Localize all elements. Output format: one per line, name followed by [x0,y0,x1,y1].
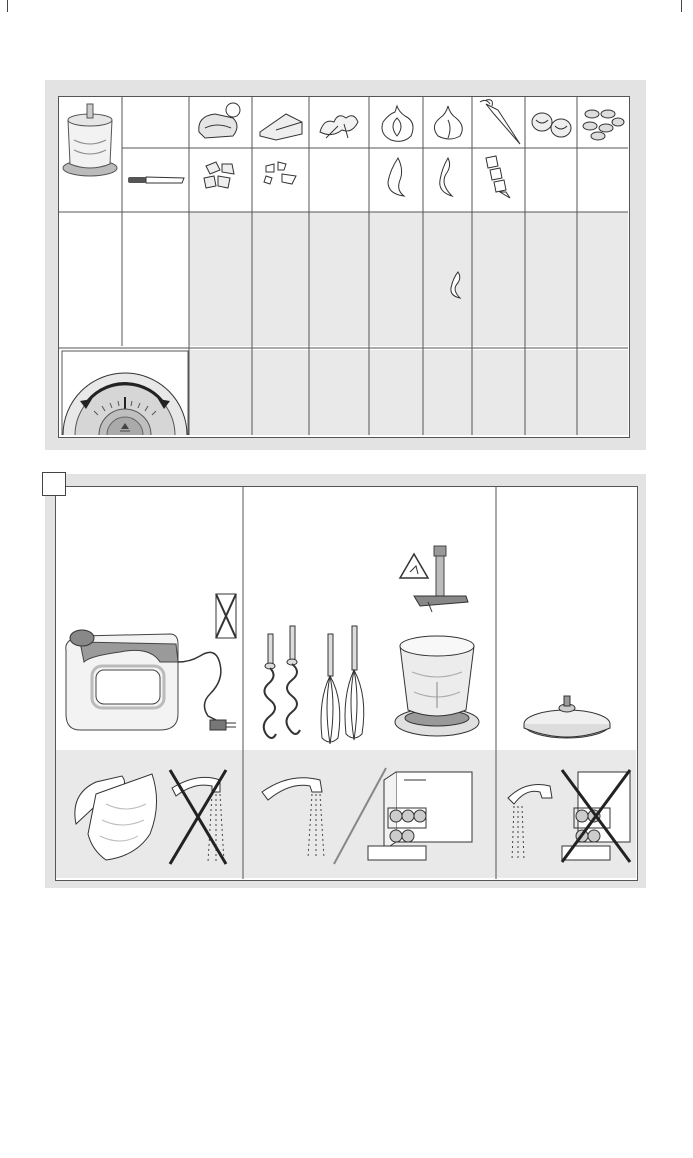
water-tap-icon [260,770,330,860]
no-dishwasher-icon [560,768,632,864]
water-tap-small-icon [506,778,556,862]
hand-mixer-motor-icon [60,622,240,752]
no-immerse-icon [215,593,237,641]
blade-warning-icon [396,544,476,614]
dough-hooks-icon [260,620,310,750]
no-water-icon [168,768,228,866]
wipe-cloth-icon [66,764,166,864]
whisks-icon [314,620,374,750]
dishwasher-icon [366,768,476,864]
chopper-bowl-icon [392,632,482,742]
chopper-lid-icon [522,694,612,744]
